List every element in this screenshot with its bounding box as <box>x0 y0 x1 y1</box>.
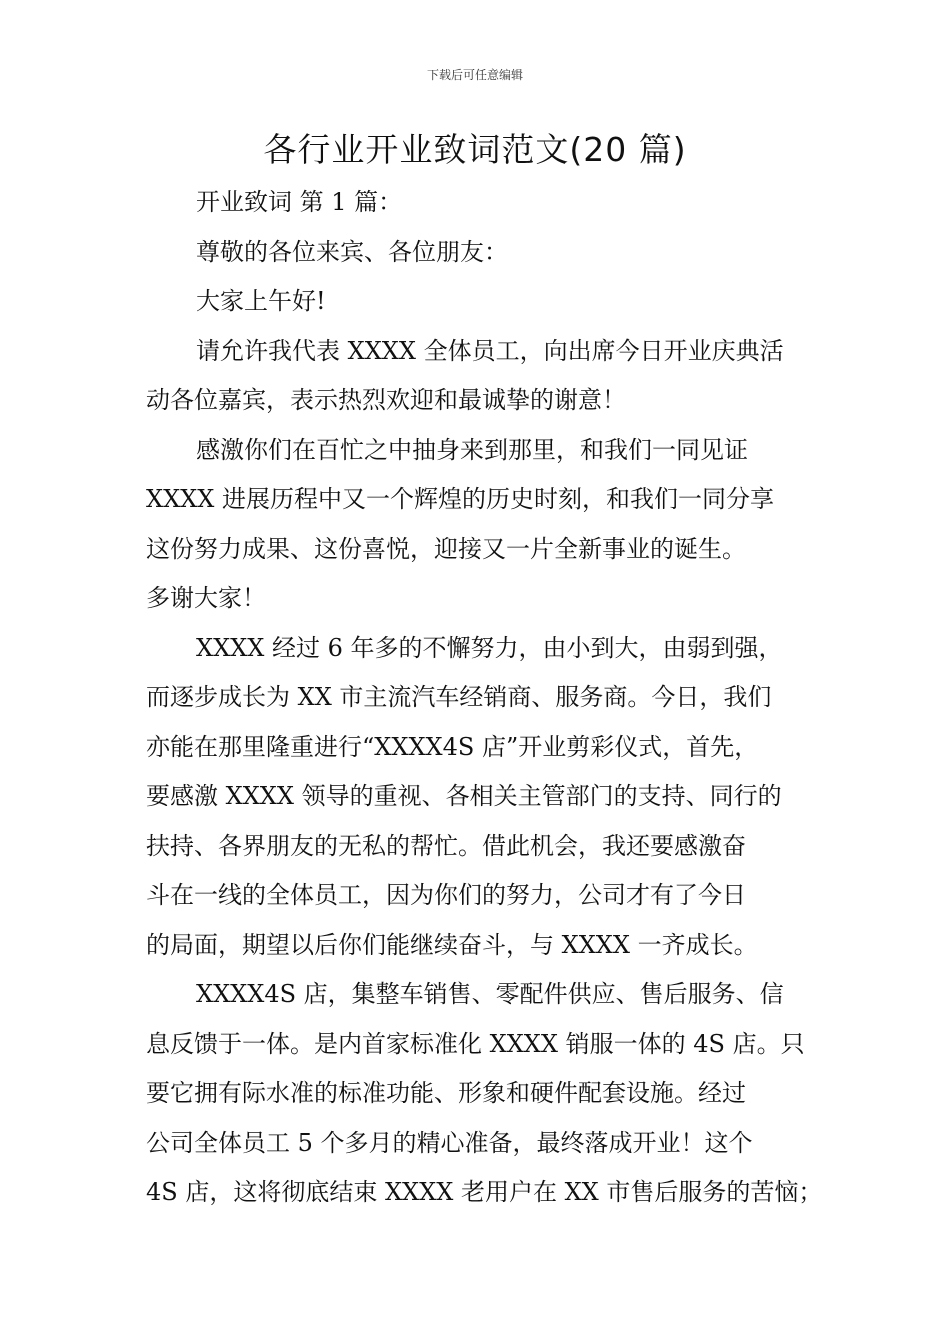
header-note: 下载后可任意编辑 <box>426 68 523 82</box>
page-title: 各行业开业致词范文(20 篇) <box>263 130 687 169</box>
text-line: 尊敬的各位来宾、各位朋友： <box>196 237 508 266</box>
text-line: 的局面，期望以后你们能继续奋斗，与 XXXX 一齐成长。 <box>146 930 758 959</box>
text-line: 大家上午好! <box>196 287 326 315</box>
text-line: 要感激 XXXX 领导的重视、各相关主管部门的支持、同行的 <box>146 782 782 810</box>
text-line: 这份努力成果、这份喜悦，迎接又一片全新事业的诞生。 <box>146 534 746 563</box>
text-line: 而逐步成长为 XX 市主流汽车经销商、服务商。今日，我们 <box>146 683 772 711</box>
text-line: 息反馈于一体。是内首家标准化 XXXX 销服一体的 4S 店。只 <box>146 1029 805 1058</box>
text-line: XXXX 进展历程中又一个辉煌的历史时刻，和我们一同分享 <box>146 485 774 513</box>
text-line: 公司全体员工 5 个多月的精心准备，最终落成开业！这个 <box>146 1128 753 1157</box>
document-body <box>146 178 823 1218</box>
text-line: XXXX 经过 6 年多的不懈努力，由小到大，由弱到强， <box>196 633 783 662</box>
text-line: 斗在一线的全体员工，因为你们的努力，公司才有了今日 <box>146 881 746 909</box>
text-line: 亦能在那里隆重进行“XXXX4S 店”开业剪彩仪式，首先， <box>146 732 759 761</box>
text-line: 4S 店，这将彻底结束 XXXX 老用户在 XX 市售后服务的苦恼； <box>146 1178 823 1206</box>
text-line: XXXX4S 店，集整车销售、零配件供应、售后服务、信 <box>196 980 784 1008</box>
text-line: 扶持、各界朋友的无私的帮忙。借此机会，我还要感激奋 <box>146 831 746 860</box>
text-line: 请允许我代表 XXXX 全体员工，向出席今日开业庆典活 <box>196 336 784 365</box>
text-line: 要它拥有际水准的标准功能、形象和硬件配套设施。经过 <box>146 1079 746 1107</box>
text-line: 动各位嘉宾，表示热烈欢迎和最诚挚的谢意！ <box>146 386 626 414</box>
text-line: 开业致词 第 1 篇： <box>196 188 403 216</box>
text-line: 感激你们在百忙之中抽身来到那里，和我们一同见证 <box>196 435 748 464</box>
text-line: 多谢大家！ <box>146 584 266 612</box>
